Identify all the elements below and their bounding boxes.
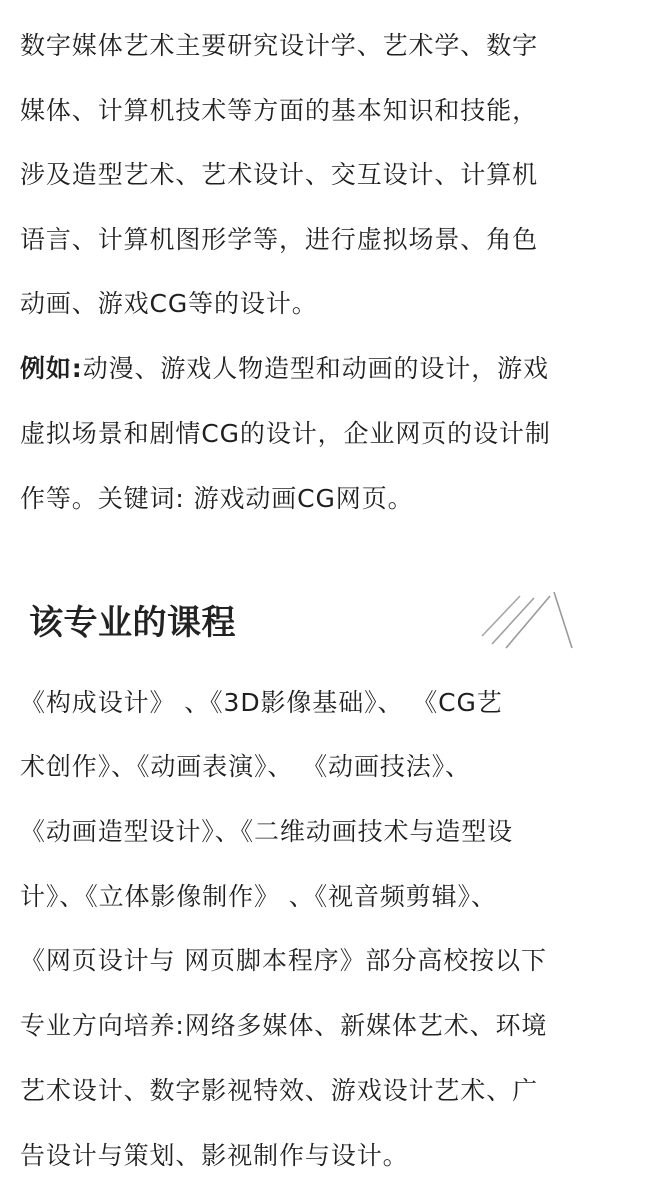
courses-line: 《动画造型设计》、《二维动画技术与造型设 [20,817,514,846]
example-line: 作等。关键词: 游戏动画CG网页。 [20,484,414,513]
courses-line: 术创作》、《动画表演》、 《动画技法》、 [20,752,471,781]
intro-line: 媒体、计算机技术等方面的基本知识和技能， [20,96,539,125]
courses-line: 专业方向培养:网络多媒体、新媒体艺术、环境 [20,1011,548,1040]
example-lead: 例如: [20,354,83,383]
decor-stroke [554,592,572,648]
diagonal-lines-decoration-icon [476,588,580,652]
courses-line: 计》、《立体影像制作》 、《视音频剪辑》、 [20,882,497,911]
example-line: 虚拟场景和剧情CG的设计，企业网页的设计制 [20,419,551,448]
intro-line: 语言、计算机图形学等，进行虚拟场景、角色 [20,225,539,254]
courses-line: 《网页设计与 网页脚本程序》部分高校按以下 [20,946,547,975]
decor-stroke [492,598,534,644]
courses-line: 艺术设计、数字影视特效、游戏设计艺术、广 [20,1076,539,1105]
section-title: 该专业的课程 [29,603,236,643]
intro-line: 涉及造型艺术、艺术设计、交互设计、计算机 [20,160,539,189]
decor-stroke [482,596,520,636]
intro-line: 数字媒体艺术主要研究设计学、艺术学、数字 [20,31,539,60]
example-text: 动漫、游戏人物造型和动画的设计，游戏 [82,354,549,383]
intro-line: 动画、游戏CG等的设计。 [20,289,318,318]
courses-line: 《构成设计》 、《3D影像基础》、 《CG艺 [20,688,503,717]
example-line [20,354,640,384]
courses-line: 告设计与策划、影视制作与设计。 [20,1141,409,1170]
